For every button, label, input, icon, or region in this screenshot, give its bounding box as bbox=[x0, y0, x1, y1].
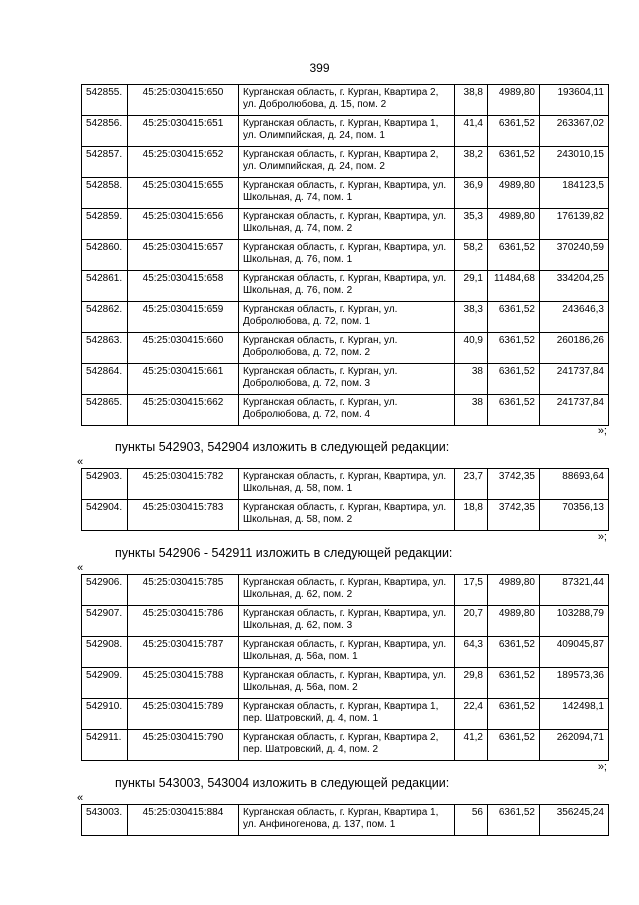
area-cell: 36,9 bbox=[455, 178, 488, 209]
area-cell: 17,5 bbox=[455, 575, 488, 606]
area-cell: 38,3 bbox=[455, 302, 488, 333]
row-number-cell: 542907. bbox=[82, 606, 128, 637]
cadastral-value-cell: 189573,36 bbox=[540, 668, 609, 699]
table-row bbox=[82, 606, 609, 637]
cadastral-value-cell: 260186,26 bbox=[540, 333, 609, 364]
cadastral-value-cell: 370240,59 bbox=[540, 240, 609, 271]
address-cell: Курганская область, г. Курган, Квартира, ул. Школьная, д. 58, пом. 2 bbox=[239, 500, 455, 531]
row-number-cell: 542858. bbox=[82, 178, 128, 209]
table-row bbox=[82, 469, 609, 500]
opening-quote-3: « bbox=[77, 792, 84, 804]
unit-price-cell: 6361,52 bbox=[488, 637, 540, 668]
cadastral-number-cell: 45:25:030415:789 bbox=[128, 699, 239, 730]
cadastral-number-cell: 45:25:030415:790 bbox=[128, 730, 239, 761]
row-number-cell: 542865. bbox=[82, 395, 128, 426]
instruction-3: пункты 543003, 543004 изложить в следующей редакции: bbox=[115, 776, 450, 790]
row-number-cell: 542860. bbox=[82, 240, 128, 271]
area-cell: 40,9 bbox=[455, 333, 488, 364]
area-cell: 41,2 bbox=[455, 730, 488, 761]
cadastral-number-cell: 45:25:030415:657 bbox=[128, 240, 239, 271]
address-cell: Курганская область, г. Курган, Квартира, ул. Школьная, д. 62, пом. 3 bbox=[239, 606, 455, 637]
area-cell: 56 bbox=[455, 805, 488, 836]
table-row bbox=[82, 302, 609, 333]
unit-price-cell: 4989,80 bbox=[488, 85, 540, 116]
area-cell: 23,7 bbox=[455, 469, 488, 500]
cadastral-value-cell: 262094,71 bbox=[540, 730, 609, 761]
row-number-cell: 542864. bbox=[82, 364, 128, 395]
register-table-1 bbox=[81, 84, 609, 426]
table-row bbox=[82, 240, 609, 271]
cadastral-value-cell: 356245,24 bbox=[540, 805, 609, 836]
cadastral-number-cell: 45:25:030415:659 bbox=[128, 302, 239, 333]
unit-price-cell: 6361,52 bbox=[488, 116, 540, 147]
row-number-cell: 542856. bbox=[82, 116, 128, 147]
cadastral-value-cell: 334204,25 bbox=[540, 271, 609, 302]
row-number-cell: 542909. bbox=[82, 668, 128, 699]
unit-price-cell: 4989,80 bbox=[488, 178, 540, 209]
area-cell: 41,4 bbox=[455, 116, 488, 147]
closing-quote-3: »; bbox=[597, 761, 607, 773]
unit-price-cell: 6361,52 bbox=[488, 333, 540, 364]
address-cell: Курганская область, г. Курган, Квартира, ул. Школьная, д. 58, пом. 1 bbox=[239, 469, 455, 500]
cadastral-value-cell: 103288,79 bbox=[540, 606, 609, 637]
page-number: 399 bbox=[309, 61, 330, 75]
instruction-1: пункты 542903, 542904 изложить в следующей редакции: bbox=[115, 440, 450, 454]
row-number-cell: 542906. bbox=[82, 575, 128, 606]
unit-price-cell: 6361,52 bbox=[488, 699, 540, 730]
address-cell: Курганская область, г. Курган, Квартира, ул. Школьная, д. 62, пом. 2 bbox=[239, 575, 455, 606]
unit-price-cell: 6361,52 bbox=[488, 364, 540, 395]
address-cell: Курганская область, г. Курган, Квартира 1, ул. Анфиногенова, д. 137, пом. 1 bbox=[239, 805, 455, 836]
instruction-2: пункты 542906 - 542911 изложить в следующей редакции: bbox=[115, 546, 453, 560]
cadastral-value-cell: 87321,44 bbox=[540, 575, 609, 606]
opening-quote-1: « bbox=[77, 456, 84, 468]
address-cell: Курганская область, г. Курган, Квартира, ул. Школьная, д. 56а, пом. 2 bbox=[239, 668, 455, 699]
unit-price-cell: 6361,52 bbox=[488, 805, 540, 836]
table-row bbox=[82, 668, 609, 699]
unit-price-cell: 11484,68 bbox=[488, 271, 540, 302]
cadastral-number-cell: 45:25:030415:660 bbox=[128, 333, 239, 364]
cadastral-number-cell: 45:25:030415:783 bbox=[128, 500, 239, 531]
address-cell: Курганская область, г. Курган, ул. Добролюбова, д. 72, пом. 4 bbox=[239, 395, 455, 426]
row-number-cell: 542911. bbox=[82, 730, 128, 761]
table-row bbox=[82, 85, 609, 116]
cadastral-number-cell: 45:25:030415:884 bbox=[128, 805, 239, 836]
row-number-cell: 542857. bbox=[82, 147, 128, 178]
cadastral-number-cell: 45:25:030415:661 bbox=[128, 364, 239, 395]
closing-quote-1: »; bbox=[597, 425, 607, 437]
unit-price-cell: 3742,35 bbox=[488, 500, 540, 531]
area-cell: 38,8 bbox=[455, 85, 488, 116]
area-cell: 38 bbox=[455, 395, 488, 426]
cadastral-number-cell: 45:25:030415:782 bbox=[128, 469, 239, 500]
register-table-3 bbox=[81, 574, 609, 761]
cadastral-number-cell: 45:25:030415:658 bbox=[128, 271, 239, 302]
cadastral-number-cell: 45:25:030415:651 bbox=[128, 116, 239, 147]
address-cell: Курганская область, г. Курган, ул. Добролюбова, д. 72, пом. 2 bbox=[239, 333, 455, 364]
table-row bbox=[82, 699, 609, 730]
unit-price-cell: 6361,52 bbox=[488, 395, 540, 426]
address-cell: Курганская область, г. Курган, Квартира 2, ул. Добролюбова, д. 15, пом. 2 bbox=[239, 85, 455, 116]
area-cell: 29,1 bbox=[455, 271, 488, 302]
table-row bbox=[82, 364, 609, 395]
area-cell: 29,8 bbox=[455, 668, 488, 699]
register-table-4 bbox=[81, 804, 609, 836]
address-cell: Курганская область, г. Курган, ул. Добролюбова, д. 72, пом. 3 bbox=[239, 364, 455, 395]
cadastral-number-cell: 45:25:030415:786 bbox=[128, 606, 239, 637]
table-row bbox=[82, 178, 609, 209]
table-row bbox=[82, 209, 609, 240]
area-cell: 22,4 bbox=[455, 699, 488, 730]
area-cell: 58,2 bbox=[455, 240, 488, 271]
cadastral-value-cell: 241737,84 bbox=[540, 395, 609, 426]
unit-price-cell: 3742,35 bbox=[488, 469, 540, 500]
unit-price-cell: 4989,80 bbox=[488, 606, 540, 637]
row-number-cell: 542855. bbox=[82, 85, 128, 116]
area-cell: 64,3 bbox=[455, 637, 488, 668]
cadastral-value-cell: 88693,64 bbox=[540, 469, 609, 500]
cadastral-number-cell: 45:25:030415:650 bbox=[128, 85, 239, 116]
row-number-cell: 542862. bbox=[82, 302, 128, 333]
area-cell: 18,8 bbox=[455, 500, 488, 531]
address-cell: Курганская область, г. Курган, Квартира 1, ул. Олимпийская, д. 24, пом. 1 bbox=[239, 116, 455, 147]
table-row bbox=[82, 271, 609, 302]
unit-price-cell: 6361,52 bbox=[488, 668, 540, 699]
table-row bbox=[82, 805, 609, 836]
unit-price-cell: 4989,80 bbox=[488, 209, 540, 240]
closing-quote-2: »; bbox=[597, 531, 607, 543]
table-row bbox=[82, 147, 609, 178]
cadastral-number-cell: 45:25:030415:788 bbox=[128, 668, 239, 699]
area-cell: 20,7 bbox=[455, 606, 488, 637]
cadastral-value-cell: 193604,11 bbox=[540, 85, 609, 116]
row-number-cell: 542903. bbox=[82, 469, 128, 500]
cadastral-number-cell: 45:25:030415:655 bbox=[128, 178, 239, 209]
row-number-cell: 542910. bbox=[82, 699, 128, 730]
cadastral-value-cell: 409045,87 bbox=[540, 637, 609, 668]
table-row bbox=[82, 637, 609, 668]
table-row bbox=[82, 575, 609, 606]
cadastral-number-cell: 45:25:030415:785 bbox=[128, 575, 239, 606]
table-row bbox=[82, 333, 609, 364]
area-cell: 38 bbox=[455, 364, 488, 395]
unit-price-cell: 6361,52 bbox=[488, 730, 540, 761]
unit-price-cell: 4989,80 bbox=[488, 575, 540, 606]
row-number-cell: 542863. bbox=[82, 333, 128, 364]
address-cell: Курганская область, г. Курган, Квартира, ул. Школьная, д. 74, пом. 2 bbox=[239, 209, 455, 240]
row-number-cell: 542861. bbox=[82, 271, 128, 302]
area-cell: 35,3 bbox=[455, 209, 488, 240]
address-cell: Курганская область, г. Курган, ул. Добролюбова, д. 72, пом. 1 bbox=[239, 302, 455, 333]
cadastral-value-cell: 263367,02 bbox=[540, 116, 609, 147]
address-cell: Курганская область, г. Курган, Квартира, ул. Школьная, д. 76, пом. 2 bbox=[239, 271, 455, 302]
row-number-cell: 542908. bbox=[82, 637, 128, 668]
cadastral-value-cell: 243646,3 bbox=[540, 302, 609, 333]
cadastral-value-cell: 241737,84 bbox=[540, 364, 609, 395]
cadastral-number-cell: 45:25:030415:787 bbox=[128, 637, 239, 668]
cadastral-value-cell: 184123,5 bbox=[540, 178, 609, 209]
cadastral-number-cell: 45:25:030415:662 bbox=[128, 395, 239, 426]
area-cell: 38,2 bbox=[455, 147, 488, 178]
unit-price-cell: 6361,52 bbox=[488, 302, 540, 333]
cadastral-value-cell: 243010,15 bbox=[540, 147, 609, 178]
cadastral-value-cell: 70356,13 bbox=[540, 500, 609, 531]
unit-price-cell: 6361,52 bbox=[488, 240, 540, 271]
cadastral-value-cell: 176139,82 bbox=[540, 209, 609, 240]
table-row bbox=[82, 116, 609, 147]
address-cell: Курганская область, г. Курган, Квартира, ул. Школьная, д. 76, пом. 1 bbox=[239, 240, 455, 271]
cadastral-number-cell: 45:25:030415:652 bbox=[128, 147, 239, 178]
row-number-cell: 542904. bbox=[82, 500, 128, 531]
address-cell: Курганская область, г. Курган, Квартира, ул. Школьная, д. 74, пом. 1 bbox=[239, 178, 455, 209]
address-cell: Курганская область, г. Курган, Квартира, ул. Школьная, д. 56а, пом. 1 bbox=[239, 637, 455, 668]
table-row bbox=[82, 500, 609, 531]
address-cell: Курганская область, г. Курган, Квартира 2, ул. Олимпийская, д. 24, пом. 2 bbox=[239, 147, 455, 178]
unit-price-cell: 6361,52 bbox=[488, 147, 540, 178]
cadastral-number-cell: 45:25:030415:656 bbox=[128, 209, 239, 240]
opening-quote-2: « bbox=[77, 562, 84, 574]
address-cell: Курганская область, г. Курган, Квартира 2, пер. Шатровский, д. 4, пом. 2 bbox=[239, 730, 455, 761]
table-row bbox=[82, 395, 609, 426]
address-cell: Курганская область, г. Курган, Квартира 1, пер. Шатровский, д. 4, пом. 1 bbox=[239, 699, 455, 730]
cadastral-value-cell: 142498,1 bbox=[540, 699, 609, 730]
row-number-cell: 542859. bbox=[82, 209, 128, 240]
table-row bbox=[82, 730, 609, 761]
register-table-2 bbox=[81, 468, 609, 531]
row-number-cell: 543003. bbox=[82, 805, 128, 836]
